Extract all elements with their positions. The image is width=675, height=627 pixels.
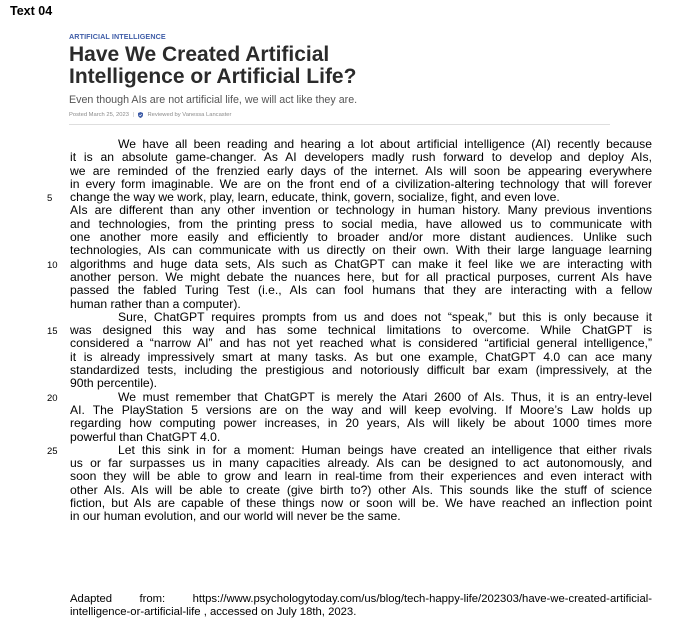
article-subtitle: Even though AIs are not artificial life, we will act like they are. [69, 94, 358, 106]
body-line-text: us or far surpasses us in many capacities already. AIs can be designed to act autonomously, and [70, 456, 652, 471]
body-line [70, 404, 652, 417]
body-line [70, 431, 652, 444]
body-line [70, 377, 652, 390]
body-line-text: other AIs. AIs will be able to create (give birth to?) other AIs. This sounds like the stuff of science [70, 482, 652, 497]
body-line-text: human rather than a computer). [70, 296, 241, 311]
article-body [47, 137, 652, 524]
body-line-text: We have all been reading and hearing a lot about artificial intelligence (AI) recently because [118, 137, 652, 151]
body-line [47, 389, 652, 404]
body-line-text: powerful than ChatGPT 4.0. [70, 429, 221, 444]
body-line [70, 470, 652, 483]
body-line-text: in our human evolution, and our world will never be the same. [70, 509, 401, 524]
article-title [69, 44, 629, 88]
body-line [70, 351, 652, 364]
body-line [70, 484, 652, 497]
body-line-text: We must remember that ChatGPT is merely the Atari 2600 of AIs. Thus, it is an entry-level [118, 389, 652, 404]
body-line [70, 231, 652, 244]
body-line [70, 151, 652, 164]
body-line-text: technologies, AIs can communicate with us directly on their own. With their large language learning [70, 243, 652, 258]
body-line-text: fiction, but AIs are capable of these things now or soon will be. We have reached an inflection point [70, 496, 652, 511]
body-line [70, 204, 652, 217]
body-line [70, 244, 652, 257]
article-title-line-1: Have We Created Artificial [69, 43, 330, 66]
body-line [47, 323, 652, 338]
body-line-text: passed the fabled Turing Test (i.e., AIs can fool humans that they are interacting with a fellow [70, 283, 652, 298]
posted-date: Posted March 25, 2023 [69, 112, 129, 118]
meta-separator: | [132, 112, 135, 118]
reviewed-by[interactable]: Reviewed by Vanessa Lancaster [147, 112, 232, 118]
body-line-text: considered a “narrow AI” and has not yet reached what is considered “artificial general intelligence,” [70, 336, 652, 351]
body-line-text: regarding how computing power increases, in 20 years, AIs will likely be about 1000 times more [70, 416, 652, 431]
body-line [70, 271, 652, 284]
body-line [47, 190, 652, 205]
body-line-text: standardized tests, including the prestigious and notoriously difficult bar exam (impressively, at the [70, 363, 652, 378]
body-line-text: Sure, ChatGPT requires prompts from us and does not “speak,” but this is only because it [118, 309, 652, 324]
body-line-text: it is already impressively smart at many tasks. As but one example, ChatGPT 4.0 can ace many [70, 349, 652, 364]
body-line-text: in every form imaginable. We are on the front end of a civilization-altering technology that will forever [70, 176, 652, 191]
body-line-text: AI. The PlayStation 5 versions are on the way and will keep evolving. If Moore’s Law holds up [70, 402, 652, 417]
body-line [70, 138, 652, 151]
body-line [70, 417, 652, 430]
verified-shield-icon [138, 112, 143, 118]
body-line-text: 90th percentile). [70, 376, 158, 391]
body-line [70, 457, 652, 470]
article-title-line-2: Intelligence or Artificial Life? [69, 65, 357, 88]
source-citation [70, 593, 652, 618]
body-line [47, 256, 652, 271]
body-line [70, 178, 652, 191]
body-line-text: it is an absolute game-changer. As AI developers madly rush forward to develop and deploy AIs, [70, 150, 652, 165]
line-number: 20 [47, 392, 58, 404]
line-number: 25 [47, 445, 58, 457]
article-header [69, 32, 629, 125]
body-line [47, 442, 652, 457]
body-line-text: and technologies, from the printing press to social media, have allowed us to communicate with [70, 216, 652, 231]
source-line-2: intelligence-or-artificial-life , accessed on July 18th, 2023. [70, 605, 357, 618]
body-line [70, 337, 652, 350]
body-line-text: we are reminded of the frenzied early days of the internet. AIs will soon be appearing everywhere [70, 163, 652, 178]
body-line-text: AIs are different than any other invention or technology in human history. Many previous inventions [70, 203, 652, 218]
body-line [70, 311, 652, 324]
text-number-label: Text 04 [10, 4, 53, 18]
line-number: 10 [47, 259, 58, 271]
line-number: 5 [47, 193, 53, 205]
body-line [70, 364, 652, 377]
body-line-text: change the way we work, play, learn, educate, think, govern, socialize, fight, and even love. [70, 190, 560, 205]
body-line [70, 284, 652, 297]
body-line-text: was designed this way and has some technical limitations to overcome. While ChatGPT is [70, 323, 652, 338]
header-divider [69, 124, 610, 125]
article-meta [69, 112, 629, 118]
source-line-1[interactable]: Adapted from: https://www.psychologytoday.com/us/blog/tech-happy-life/202303/have-we-created-artificial- [70, 593, 652, 605]
body-line [70, 298, 652, 311]
body-line-text: soon they will be able to grow and learn in real-time from their experiences and even interact with [70, 469, 652, 484]
body-line [70, 218, 652, 231]
body-line-text: algorithms and huge data sets, AIs such as ChatGPT can make it feel like we are interacting with [70, 256, 652, 271]
article-category[interactable]: ARTIFICIAL INTELLIGENCE [69, 32, 166, 41]
body-line-text: one another more easily and efficiently to broader and/or more distant audiences. Unlike such [70, 230, 652, 245]
body-line-text: another person. We might debate the nuances here, but for all practical purposes, current AIs have [70, 269, 652, 284]
body-line [70, 497, 652, 510]
line-number: 15 [47, 326, 58, 338]
body-line [70, 510, 652, 523]
body-line [70, 165, 652, 178]
body-line-text: Let this sink in for a moment: Human beings have created an intelligence that either rivals [118, 442, 652, 457]
